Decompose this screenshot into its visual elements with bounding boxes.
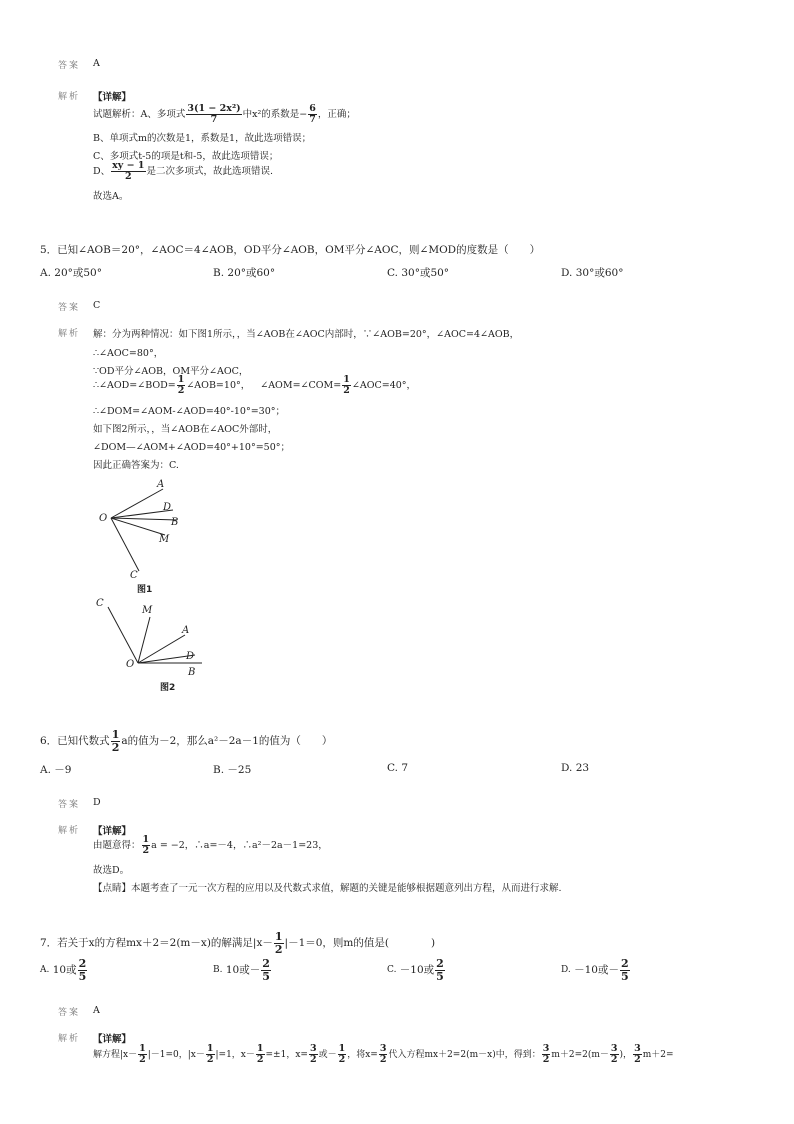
text: a的值为－2，那么a²－2a－1的值为（ ） (121, 735, 333, 747)
fraction: $\frac{1}{2}$ (206, 1043, 214, 1065)
analysis-label: 解析 (58, 329, 81, 339)
text: ∴∠AOD=∠BOD= (93, 380, 176, 391)
detail-tag: 【详解】 (93, 826, 132, 837)
point-d-label: D (186, 651, 195, 662)
q4-line-4 (93, 161, 273, 183)
q6-line-1 (93, 835, 328, 857)
q5-analysis-8: 因此正确答案为：C. (93, 460, 179, 471)
point-o-label: O (99, 513, 108, 524)
text: 7．若关于x的方程mx＋2＝2(m－x)的解满足|x－ (40, 937, 273, 949)
fraction: $\frac{1}{2}$ (177, 374, 185, 396)
q5-option-a: A. 20°或50° (40, 267, 102, 279)
point-m-label: M (159, 534, 170, 545)
detail-tag: 【详解】 (93, 1034, 132, 1045)
text: A. (40, 965, 50, 975)
text: 10或 (52, 964, 77, 976)
text: a = −2，∴a=－4，∴a²－2a－1=23， (151, 840, 328, 851)
ray-oa (111, 489, 163, 518)
q5-analysis-2: ∴∠AOC=80°， (93, 348, 164, 359)
point-c-label: C (96, 598, 104, 609)
text: 10或－ (225, 964, 261, 976)
fraction: $\frac{1}{2}$ (139, 1043, 146, 1065)
text: B. (213, 965, 223, 975)
text: ，正确； (317, 109, 356, 120)
text: |－1=0，|x－ (147, 1050, 205, 1060)
text: =±1，x= (265, 1050, 308, 1060)
text: )， (619, 1050, 633, 1060)
point-a-label: A (157, 479, 165, 490)
fraction: $\frac{1}{2}$ (111, 727, 120, 754)
text: |－1＝0，则m的值是( ) (284, 937, 436, 949)
q5-analysis-7: ∠DOM—∠AOM+∠AOD=40°+10°=50°； (93, 442, 291, 453)
analysis-label: 解析 (58, 92, 81, 102)
answer-value: A (93, 58, 100, 69)
q4-line-3: C、多项式t-5的项是t和-5，故此选项错误； (93, 151, 279, 162)
figure-2-caption: 图2 (160, 683, 176, 693)
point-c-label: C (130, 570, 138, 581)
fraction: $\frac{2}{5}$ (78, 956, 87, 983)
answer-label: 答案 (58, 800, 81, 810)
fraction: $\frac{3}{2}$ (634, 1043, 641, 1065)
q5-analysis-6: 如下图2所示，，当∠AOB在∠AOC外部时， (93, 424, 278, 435)
text: m＋2= (642, 1050, 674, 1060)
q7-stem (40, 930, 435, 956)
point-b-label: B (188, 667, 196, 678)
text: －10或 (399, 964, 435, 976)
q4-line-1 (93, 104, 356, 126)
q5-analysis-1: 解：分为两种情况：如下图1所示，，当∠AOB在∠AOC内部时，∵∠AOB=20°，∠AOC=4∠AOB， (93, 329, 520, 340)
text: 代入方程mx＋2=2(m－x)中，得到： (388, 1050, 541, 1060)
fraction: $\frac{3}{2}$ (610, 1043, 618, 1065)
figure-1-diagram (95, 475, 190, 585)
text: |=1，x－ (215, 1050, 255, 1060)
analysis-label: 解析 (58, 1034, 81, 1044)
answer-value: D (93, 797, 101, 808)
q5-stem: 5．已知∠AOB＝20°，∠AOC＝4∠AOB，OD平分∠AOB，OM平分∠AOC，则∠MOD的度数是（ ） (40, 244, 541, 256)
q6-option-d: D. 23 (561, 762, 590, 774)
figure-2-diagram (90, 595, 210, 680)
answer-value: A (93, 1005, 100, 1016)
fraction: $\frac{1}{2}$ (256, 1043, 264, 1065)
point-b-label: B (171, 517, 179, 528)
q6-option-b: B. －25 (213, 764, 252, 776)
text: 试题解析：A、多项式 (93, 109, 186, 120)
text: －10或－ (574, 964, 619, 976)
fraction: $\frac{2}{5}$ (262, 956, 270, 983)
fraction: $\frac{1}{2}$ (343, 374, 350, 396)
q5-option-d: D. 30°或60° (561, 267, 624, 279)
q5-option-b: B. 20°或60° (213, 267, 276, 279)
point-m-label: M (142, 605, 153, 616)
q5-analysis-5: ∴∠DOM=∠AOM-∠AOD=40°-10°=30°； (93, 406, 286, 417)
text: ，将x= (347, 1050, 378, 1060)
q5-option-c: C. 30°或50° (387, 267, 450, 279)
fraction: $\frac{1}{2}$ (274, 929, 283, 956)
q6-option-c: C. 7 (387, 762, 409, 774)
q6-option-a: A. －9 (40, 764, 72, 776)
fraction: $\frac{3}{2}$ (309, 1043, 317, 1065)
point-o-label: O (126, 659, 135, 670)
q4-line-2: B、单项式m的次数是1，系数是1，故此选项错误； (93, 133, 312, 144)
point-a-label: A (182, 625, 190, 636)
text: 6．已知代数式 (40, 735, 110, 747)
q7-option-b (213, 956, 272, 984)
q4-line-5: 故选A。 (93, 191, 129, 202)
answer-label: 答案 (58, 1008, 81, 1018)
fraction: $\frac{2}{5}$ (620, 956, 629, 983)
q6-line-3: 【点睛】本题考查了一元一次方程的应用以及代数式求值，解题的关键是能够根据题意列出方程，从而进行求解. (93, 883, 562, 894)
text: 中x²的系数是− (242, 109, 308, 120)
q7-option-c (387, 956, 446, 984)
text: ∠AOC=40°， (351, 380, 417, 391)
answer-value: C (93, 300, 101, 311)
text: ∠AOB=10°， (186, 380, 251, 391)
text: m＋2=2(m－ (551, 1050, 609, 1060)
fraction: $\frac{1}{2}$ (142, 834, 150, 856)
text: 由题意得： (93, 840, 141, 851)
analysis-label: 解析 (58, 826, 81, 836)
q7-line-1 (93, 1043, 674, 1067)
fraction: $\frac{xy - 1}{2}$ (112, 160, 145, 182)
text: D. (561, 965, 571, 975)
text: 是二次多项式，故此选项错误. (146, 166, 274, 177)
fraction: $\frac{3}{2}$ (379, 1043, 387, 1065)
text: C. (387, 965, 397, 975)
point-d-label: D (163, 502, 172, 513)
q6-line-2: 故选D。 (93, 865, 130, 876)
q5-analysis-3: ∵OD平分∠AOB，OM平分∠AOC， (93, 366, 249, 377)
text: 或－ (318, 1050, 337, 1060)
q5-analysis-4 (93, 375, 416, 397)
text: D、 (93, 166, 111, 177)
ray-oc (108, 607, 138, 663)
fraction: $\frac{3}{2}$ (542, 1043, 550, 1065)
answer-label: 答案 (58, 303, 81, 313)
fraction: $\frac{2}{5}$ (436, 956, 444, 983)
fraction: $\frac{6}{7}$ (309, 103, 316, 125)
q7-option-d (561, 956, 631, 984)
figure-1-caption: 图1 (137, 585, 153, 595)
q6-stem (40, 728, 332, 754)
fraction: $\frac{\text{3(1 − 2x²)}}{7}$ (187, 103, 241, 125)
ray-om (138, 617, 150, 663)
text: ∠AOM=∠COM= (260, 380, 342, 391)
detail-tag: 【详解】 (93, 92, 132, 103)
fraction: $\frac{1}{2}$ (338, 1043, 346, 1065)
answer-label: 答案 (58, 61, 81, 71)
ray-oa (138, 635, 185, 663)
text: 解方程|x－ (93, 1050, 138, 1060)
q7-option-a (40, 956, 88, 984)
ray-ob (111, 518, 177, 520)
